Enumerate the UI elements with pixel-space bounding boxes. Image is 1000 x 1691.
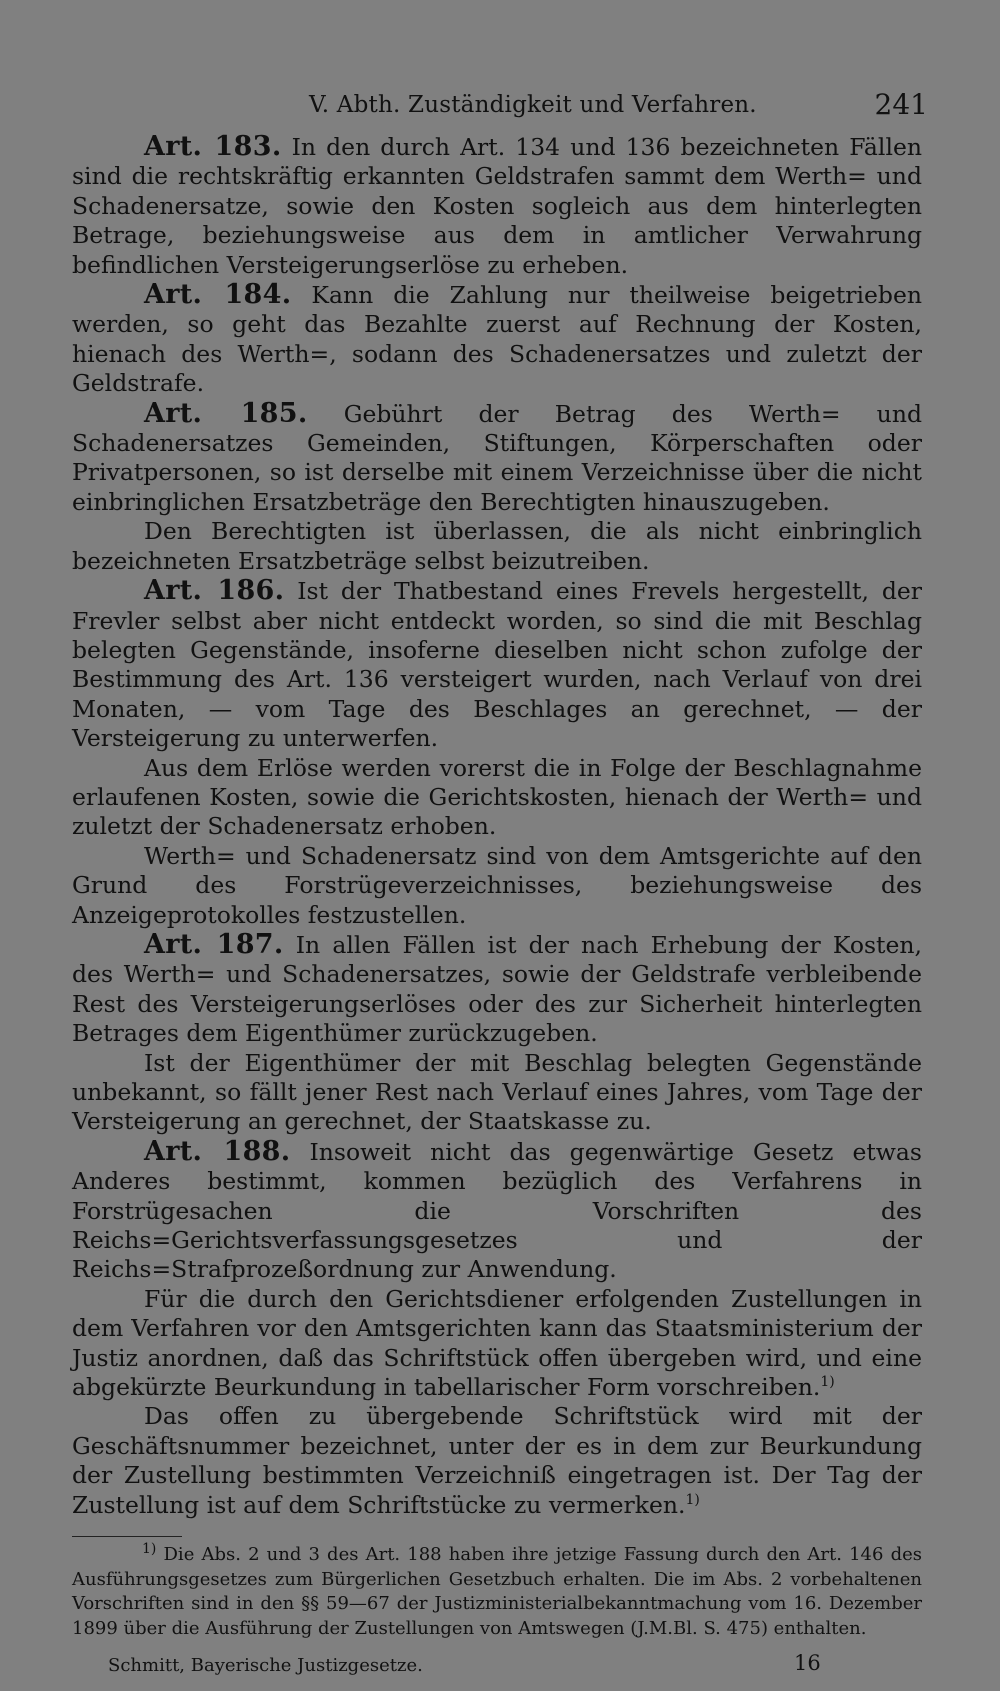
page-body <box>72 132 922 1520</box>
footnote-text: Die Abs. 2 und 3 des Art. 188 haben ihre jetzige Fassung durch den Art. 146 des Ausführungsgesetzes zum Bürgerlichen Gesetzbuch erhalten. Die im Abs. 2 vorbehaltenen Vorschriften sind in den §§ 59—67 der Justizministerialbekanntmachung vom 16. Dezember 1899 über die Ausführung der Zustellungen von Amtswegen (J.M.Bl. S. 475) enthalten. <box>72 1544 922 1639</box>
article-text: Ist der Thatbestand eines Frevels hergestellt, der Frevler selbst aber nicht entdeckt worden, so sind die mit Beschlag belegten Gegenstände, insoferne dieselben nicht schon zufolge der Bestimmung des Art. 136 versteigert wurden, nach Verlauf von drei Monaten, — vom Tage des Beschlages an gerechnet, — der Versteigerung zu unterwerfen. <box>72 577 922 753</box>
document-page <box>72 84 928 1691</box>
footnote-reference[interactable]: 1) <box>820 1374 835 1391</box>
article-label: Art. 188. <box>144 1135 291 1167</box>
article-text: In allen Fällen ist der nach Erhebung der Kosten, des Werth= und Schadenersatzes, sowie der Geldstrafe verbleibende Rest des Versteigerungserlöses oder des zur Sicherheit hinterlegten Betrages dem Eigenthümer zurückzugeben. <box>72 930 922 1048</box>
signature-line: Schmitt, Bayerische Justizgesetze. <box>108 1655 423 1677</box>
paragraph-text: Werth= und Schadenersatz sind von dem Amtsgerichte auf den Grund des Forstrügeverzeichnisses, beziehungsweise des Anzeigeprotokolles festzustellen. <box>72 841 922 929</box>
running-title: V. Abth. Zuständigkeit und Verfahren. <box>309 92 757 118</box>
article-label: Art. 187. <box>144 928 284 960</box>
footnote <box>72 1543 922 1641</box>
article-text: Kann die Zahlung nur theilweise beigetrieben werden, so geht das Bezahlte zuerst auf Rechnung der Kosten, hienach des Werth=, sodann des Schadenersatzes und zuletzt der Geldstrafe. <box>72 281 923 398</box>
article-label: Art. 186. <box>144 575 285 607</box>
article-183 <box>72 132 922 280</box>
footnote-divider <box>72 1536 182 1537</box>
article-187 <box>72 930 922 1049</box>
article-186 <box>72 576 922 753</box>
page-number: 241 <box>874 88 928 121</box>
paragraph-text: Aus dem Erlöse werden vorerst die in Folge der Beschlagnahme erlaufenen Kosten, sowie die Gerichtskosten, hienach der Werth= und zuletzt der Schadenersatz erhoben. <box>72 753 922 841</box>
article-text: Gebührt der Betrag des Werth= und Schadenersatzes Gemeinden, Stiftungen, Körperschaften oder Privatpersonen, so ist derselbe mit einem Verzeichnisse über die nicht einbringlichen Ersatzbeträge den Berechtigten hinauszugeben. <box>72 399 922 516</box>
article-label: Art. 183. <box>144 131 282 162</box>
article-label: Art. 184. <box>144 279 292 311</box>
article-185 <box>72 399 922 518</box>
article-label: Art. 185. <box>144 397 308 429</box>
paragraph-text: Ist der Eigenthümer der mit Beschlag belegten Gegenstände unbekannt, so fällt jener Rest nach Verlauf eines Jahres, vom Tage der Versteigerung an gerechnet, der Staatskasse zu. <box>72 1048 922 1136</box>
footnote-mark: 1) <box>142 1541 157 1558</box>
article-188 <box>72 1137 922 1285</box>
article-187-para-2 <box>72 1049 922 1137</box>
page-footer <box>72 1651 922 1691</box>
page-header <box>72 84 928 124</box>
article-186-para-3 <box>72 842 922 930</box>
article-188-para-3 <box>72 1402 922 1520</box>
paragraph-text: Für die durch den Gerichtsdiener erfolgenden Zustellungen in dem Verfahren vor den Amtsgerichten kann das Staatsministerium der Justiz anordnen, daß das Schriftstück offen übergeben wird, und eine abgekürzte Beurkundung in tabellarischer Form vorschreiben. <box>72 1284 922 1402</box>
article-185-para-2 <box>72 517 922 576</box>
article-184 <box>72 280 922 399</box>
footnote-reference[interactable]: 1) <box>685 1491 700 1508</box>
sheet-number: 16 <box>794 1651 821 1676</box>
paragraph-text: Das offen zu übergebende Schriftstück wird mit der Geschäftsnummer bezeichnet, unter der es in dem zur Beurkundung der Zustellung bestimmten Verzeichniß eingetragen ist. Der Tag der Zustellung ist auf dem Schriftstücke zu vermerken. <box>72 1402 922 1519</box>
article-text: Insoweit nicht das gegenwärtige Gesetz etwas Anderes bestimmt, kommen bezüglich des Verfahrens in Forstrügesachen die Vorschriften des Reichs=Gerichtsverfassungsgesetzes und der Reichs=Strafprozeßordnung zur Anwendung. <box>72 1137 922 1284</box>
article-text: In den durch Art. 134 und 136 bezeichneten Fällen sind die rechtskräftig erkannten Geldstrafen sammt dem Werth= und Schadenersatze, sowie den Kosten sogleich aus dem hinterlegten Betrage, beziehungsweise aus dem in amtlicher Verwahrung befindlichen Versteigerungserlöse zu erheben. <box>72 133 922 279</box>
article-186-para-2 <box>72 754 922 842</box>
article-188-para-2 <box>72 1285 922 1403</box>
paragraph-text: Den Berechtigten ist überlassen, die als nicht einbringlich bezeichneten Ersatzbeträge selbst beizutreiben. <box>72 517 922 575</box>
